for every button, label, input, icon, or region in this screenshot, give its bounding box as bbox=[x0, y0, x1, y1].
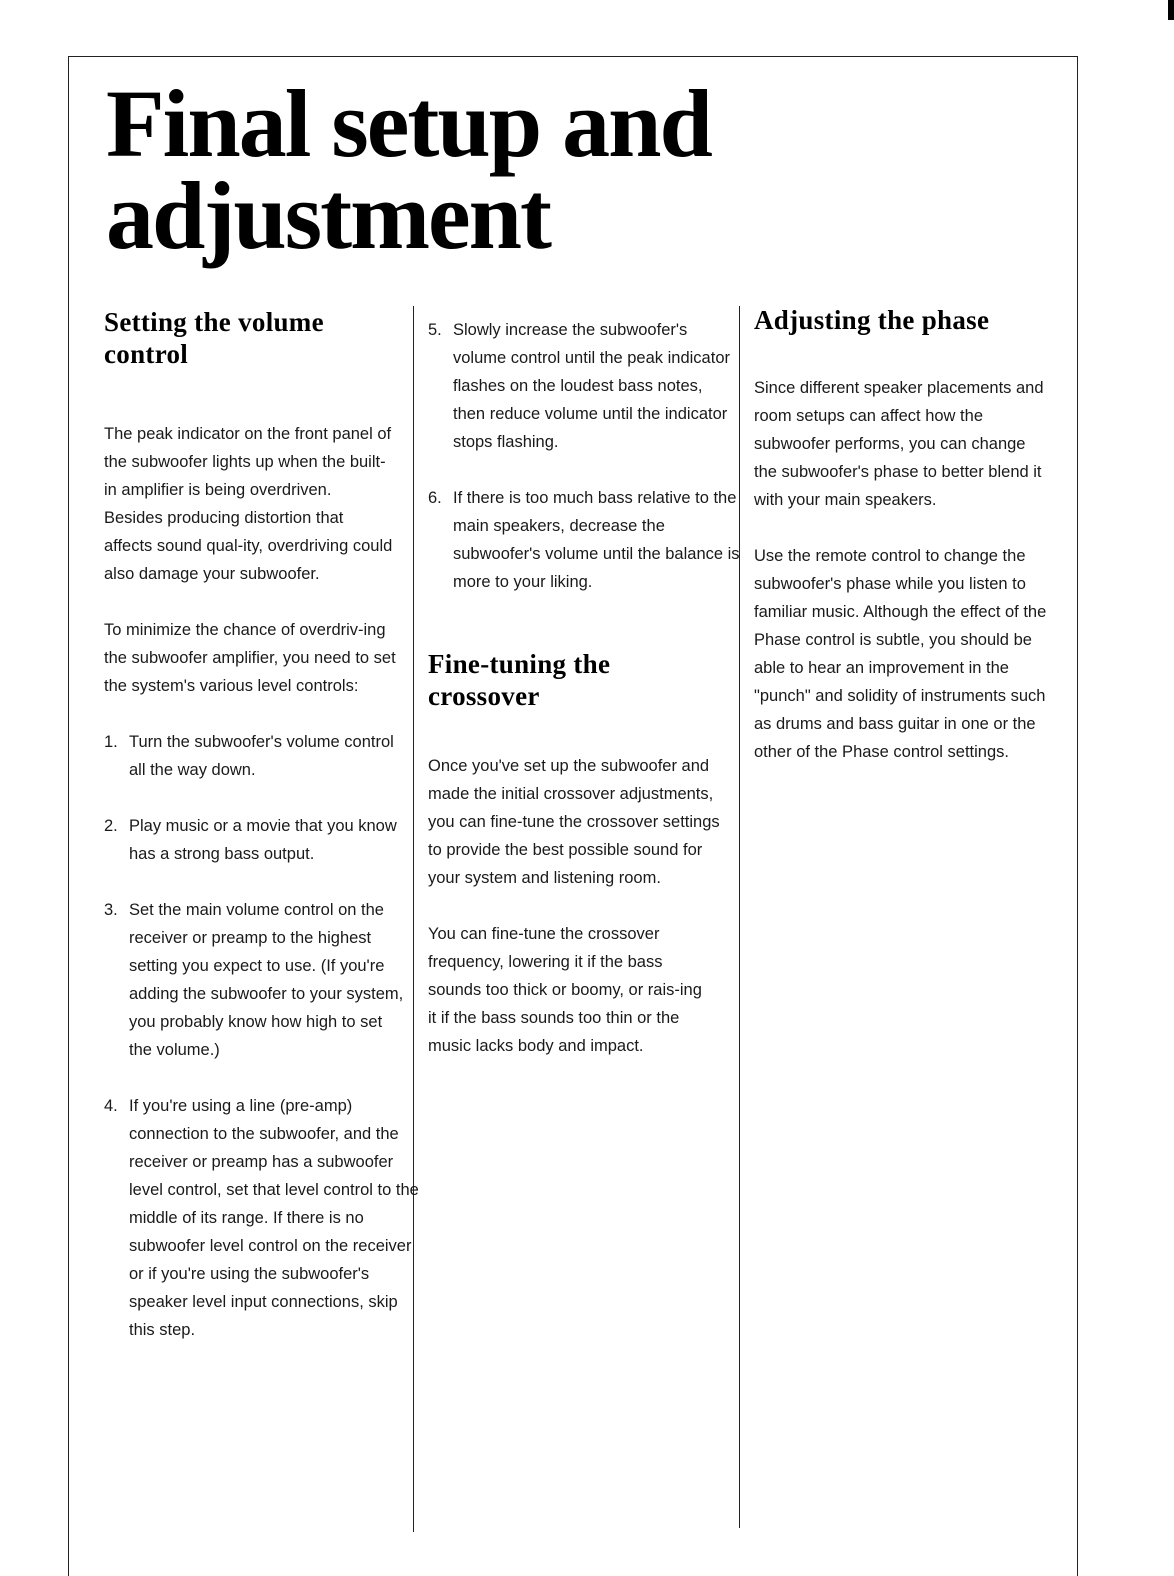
step-item bbox=[428, 316, 738, 456]
step-number: 2. bbox=[104, 817, 118, 835]
step-text: Slowly increase the subwoofer's volume control until the peak indicator flashes on the loudest bass notes, then reduce volume until the indicator stops flashing. bbox=[453, 321, 730, 451]
column-divider-1 bbox=[413, 306, 414, 1532]
step-text: Set the main volume control on the receiver or preamp to the highest setting you expect to use. (If you're adding the subwoofer to your system, you probably know how high to set the volume.) bbox=[129, 901, 404, 1059]
step-item bbox=[428, 484, 743, 596]
page-title: Final setup and adjustment bbox=[106, 70, 711, 269]
paragraph-crossover-frequency: You can fine-tune the crossover frequency, lowering it if the bass sounds too thick or boomy, or rais-ing it if the bass sounds too thin or the music lacks body and impact. bbox=[428, 925, 702, 1055]
column-2 bbox=[428, 300, 740, 1060]
step-item bbox=[104, 812, 404, 868]
step-text: Play music or a movie that you know has a strong bass output. bbox=[129, 817, 397, 863]
step-item bbox=[104, 728, 399, 784]
step-number: 4. bbox=[104, 1097, 118, 1115]
paragraph-speaker-placements: Since different speaker placements and room setups can affect how the subwoofer performs, you can change the subwoofer's phase to better blend it with your main speakers. bbox=[754, 379, 1044, 509]
step-number: 1. bbox=[104, 733, 118, 751]
section-heading-phase: Adjusting the phase bbox=[754, 305, 990, 335]
paragraph-remote-phase: Use the remote control to change the subwoofer's phase while you listen to familiar music. Although the effect of the Phase control is subtle, you should be able to hear an improvement in the "punch" and solidity of instruments such as drums and bass guitar in one or the other of the Phase control settings. bbox=[754, 547, 1047, 761]
scan-corner-mark bbox=[1168, 0, 1174, 20]
step-text: If you're using a line (pre-amp) connection to the subwoofer, and the receiver or preamp has a subwoofer level control, set that level control to the middle of its range. If there is no subwoofer level control on the receiver or if you're using the subwoofer's speaker level input connections, skip this step. bbox=[129, 1097, 419, 1339]
step-text: Turn the subwoofer's volume control all the way down. bbox=[129, 733, 394, 779]
steps-list-2 bbox=[428, 316, 740, 596]
section-heading-crossover: Fine-tuning the crossover bbox=[428, 649, 611, 711]
paragraph-peak-indicator: The peak indicator on the front panel of the subwoofer lights up when the built-in amplifier is being overdriven. Besides producing distortion that affects sound qual-ity, overdriving could also damage your subwoofer. bbox=[104, 425, 393, 583]
paragraph-minimize-overdrive: To minimize the chance of overdriv-ing the subwoofer amplifier, you need to set the system's various level controls: bbox=[104, 621, 396, 695]
step-item bbox=[104, 1092, 419, 1344]
step-text: If there is too much bass relative to the main speakers, decrease the subwoofer's volume until the balance is more to your liking. bbox=[453, 489, 740, 591]
step-item bbox=[104, 896, 409, 1064]
step-number: 6. bbox=[428, 489, 442, 507]
section-heading-volume: Setting the volume control bbox=[104, 307, 324, 369]
column-1 bbox=[104, 300, 419, 1344]
step-number: 5. bbox=[428, 321, 442, 339]
step-number: 3. bbox=[104, 901, 118, 919]
paragraph-fine-tune-settings: Once you've set up the subwoofer and made the initial crossover adjustments, you can fine-tune the crossover settings to provide the best possible sound for your system and listening room. bbox=[428, 757, 720, 887]
column-3 bbox=[754, 300, 1064, 766]
steps-list-1 bbox=[104, 728, 419, 1344]
